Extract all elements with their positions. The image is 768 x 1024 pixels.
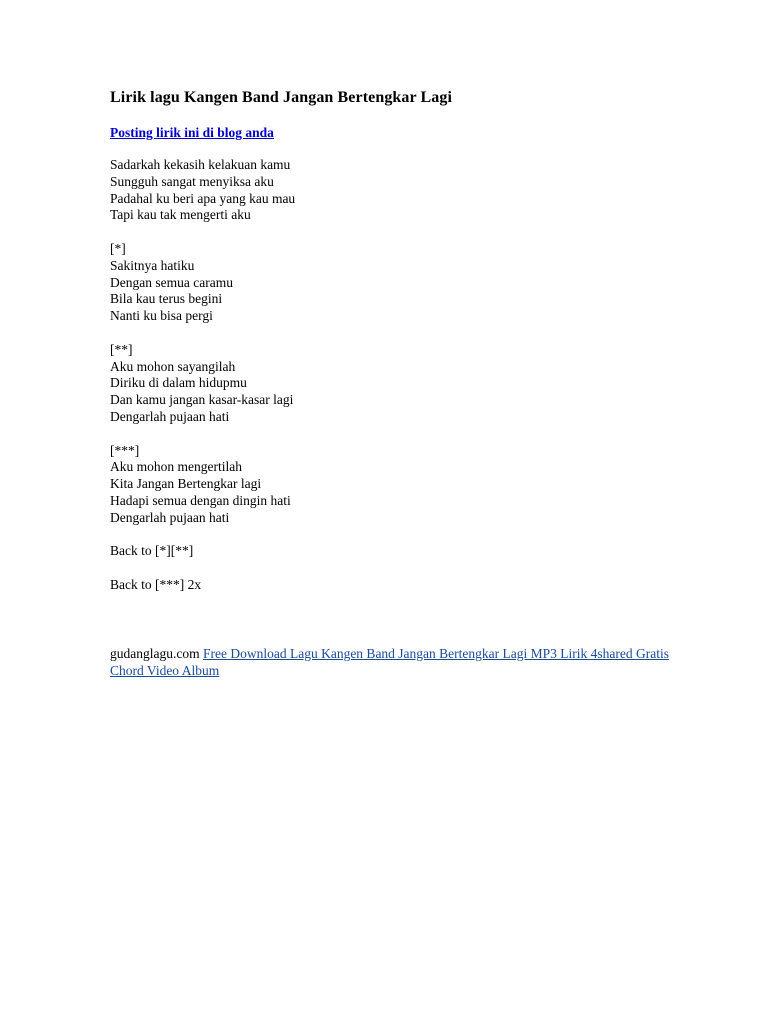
lyric-line: Sakitnya hatiku: [110, 257, 195, 273]
stanza-repeat-1: [110, 543, 710, 560]
lyric-line: Sadarkah kekasih kelakuan kamu: [110, 157, 291, 172]
lyric-line: Dengarlah pujaan hati: [110, 509, 230, 525]
stanza-chorus-2: [110, 342, 710, 426]
source-footer: [110, 646, 690, 680]
source-site: gudanglagu.com: [110, 646, 200, 661]
lyric-line: [*]: [110, 240, 126, 256]
lyric-line: Nanti ku bisa pergi: [110, 308, 213, 324]
document-body: [110, 88, 710, 611]
lyrics: [110, 157, 710, 594]
lyric-line: Diriku di dalam hidupmu: [110, 375, 247, 391]
lyric-line: Dan kamu jangan kasar-kasar lagi: [110, 392, 294, 408]
stanza-verse: [110, 157, 710, 224]
stanza-repeat-2: [110, 577, 710, 594]
lyric-line: [**]: [110, 341, 133, 357]
lyric-line: [***]: [110, 442, 140, 458]
lyric-line: Padahal ku beri apa yang kau mau: [110, 190, 296, 206]
page-title: Lirik lagu Kangen Band Jangan Bertengkar Lagi: [110, 89, 453, 106]
lyric-line: Aku mohon mengertilah: [110, 459, 242, 475]
lyric-line: Dengarlah pujaan hati: [110, 408, 230, 424]
stanza-chorus-1: [110, 241, 710, 325]
lyric-line: Back to [***] 2x: [110, 576, 202, 592]
lyric-line: Dengan semua caramu: [110, 274, 233, 290]
stanza-chorus-3: [110, 443, 710, 527]
lyric-line: Aku mohon sayangilah: [110, 358, 236, 374]
lyric-line: Sungguh sangat menyiksa aku: [110, 173, 274, 189]
lyric-line: Kita Jangan Bertengkar lagi: [110, 476, 262, 492]
post-lyrics-link[interactable]: Posting lirik ini di blog anda: [110, 125, 274, 140]
download-link[interactable]: Free Download Lagu Kangen Band Jangan Bertengkar Lagi MP3 Lirik 4shared Gratis Chord Video Album: [110, 646, 669, 678]
lyric-line: Bila kau terus begini: [110, 291, 223, 307]
lyric-line: Tapi kau tak mengerti aku: [110, 207, 251, 223]
lyric-line: Hadapi semua dengan dingin hati: [110, 492, 291, 508]
lyric-line: Back to [*][**]: [110, 543, 194, 559]
